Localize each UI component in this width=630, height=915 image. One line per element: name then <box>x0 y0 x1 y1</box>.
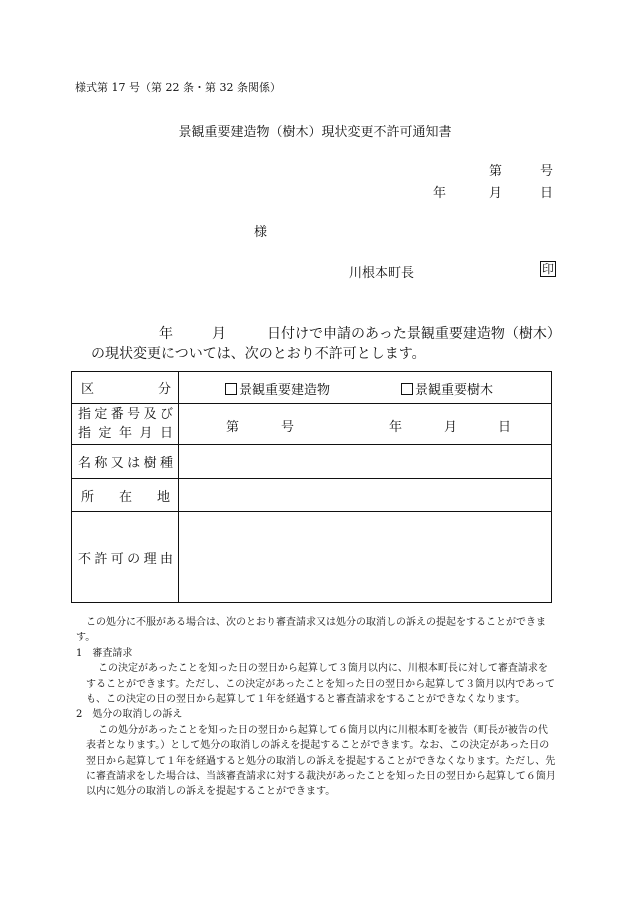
designation-dai: 第 <box>226 420 240 435</box>
notes-item1-text: この決定があったことを知った日の翌日から起算して３箇月以内に、川根本町長に対して審査請求をすることができます。ただし、この決定があったことを知った日の翌日から起算して３箇月以内であっても、この決定の日の翌日から起算して１年を経過すると審査請求をすることができなくなります。 <box>86 663 555 706</box>
checkbox-tree[interactable] <box>401 383 413 395</box>
checkbox-building[interactable] <box>225 383 237 395</box>
date-month: 月 <box>489 186 503 201</box>
option-tree[interactable]: 景観重要樹木 <box>401 379 493 398</box>
row-name <box>72 445 552 479</box>
reason-label: 不 許 可 の 理 由 <box>72 512 179 603</box>
body-line2: の現状変更については、次のとおり不許可とします。 <box>91 346 426 362</box>
designation-day: 日 <box>498 420 512 435</box>
designation-month: 月 <box>444 420 458 435</box>
date-day: 日 <box>540 186 554 201</box>
reason-value[interactable] <box>179 512 552 603</box>
issuer-name: 川根本町長 <box>349 266 415 281</box>
row-kubun <box>72 372 552 404</box>
location-value[interactable] <box>179 479 552 512</box>
body-year: 年 <box>159 326 173 342</box>
designation-value <box>179 404 552 445</box>
designation-label: 指 定 番 号 及 び 指 定 年 月 日 <box>72 404 179 445</box>
notes-item1-heading: 1 審査請求 <box>76 647 133 659</box>
location-label: 所 在 地 <box>72 479 179 512</box>
name-label: 名 称 又 は 樹 種 <box>72 445 179 479</box>
doc-number-dai: 第 <box>489 164 503 179</box>
notes-intro: この処分に不服がある場合は、次のとおり審査請求又は処分の取消しの訴えの提起をすることができます。 <box>76 617 546 644</box>
addressee-suffix: 様 <box>254 225 268 240</box>
kubun-label: 区 分 <box>72 372 179 404</box>
body-month: 月 <box>212 326 226 342</box>
row-reason <box>72 512 552 603</box>
option-building[interactable]: 景観重要建造物 <box>225 379 330 398</box>
seal-mark: 印 <box>542 262 555 276</box>
notes-item2-heading: 2 処分の取消しの訴え <box>76 709 183 721</box>
row-location <box>72 479 552 512</box>
name-value[interactable] <box>179 445 552 479</box>
row-designation <box>72 404 552 445</box>
form-number: 様式第 17 号（第 22 条・第 32 条関係） <box>75 81 281 94</box>
notes-section <box>76 615 556 800</box>
document-title: 景観重要建造物（樹木）現状変更不許可通知書 <box>178 125 452 140</box>
notes-item2-text: この処分があったことを知った日の翌日から起算して６箇月以内に川根本町を被告（町長が被告の代表者となります。）として処分の取消しの訴えを提起することができます。なお、この決定があった日の翌日から起算して１年を経過すると処分の取消しの訴えを提起することができなくなります。ただし、先に審査請求をした場合は、当該審査請求に対する裁決があったことを知った日の翌日から起算して６箇月以内に処分の取消しの訴えを提起することができます。 <box>86 724 556 798</box>
designation-go: 号 <box>281 420 295 435</box>
doc-number-go: 号 <box>540 164 554 179</box>
kubun-options <box>179 372 552 404</box>
info-table <box>71 371 552 603</box>
designation-year: 年 <box>389 420 403 435</box>
date-year: 年 <box>433 186 447 201</box>
body-line1: 日付けで申請のあった景観重要建造物（樹木） <box>267 326 561 342</box>
